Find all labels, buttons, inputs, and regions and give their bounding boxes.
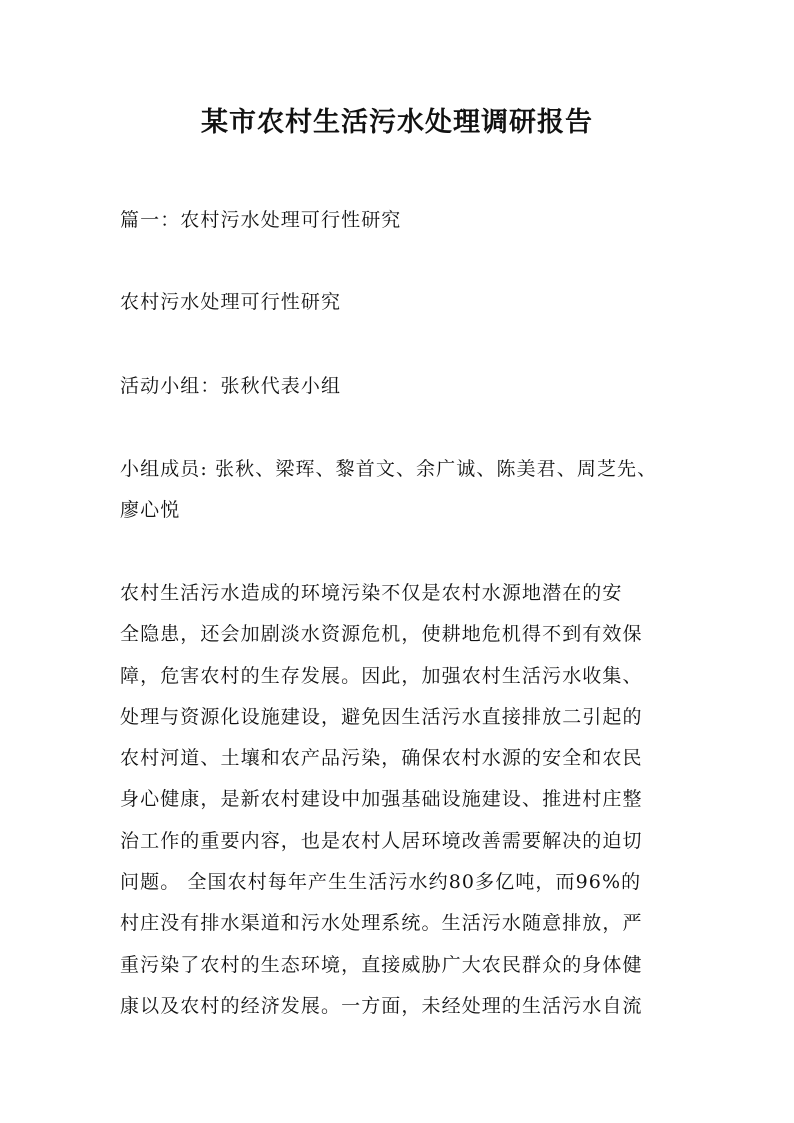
section-heading: 篇一：农村污水处理可行性研究	[120, 209, 402, 231]
body-line: 障，危害农村的生存发展。因此，加强农村生活污水收集、	[120, 664, 643, 687]
subheading: 农村污水处理可行性研究	[120, 291, 342, 313]
body-line: 治工作的重要内容，也是农村人居环境改善需要解决的迫切	[120, 829, 643, 852]
body-line: 重污染了农村的生态环境，直接威胁广大农民群众的身体健	[120, 953, 643, 976]
body-line: 农村河道、土壤和农产品污染，确保农村水源的安全和农民	[120, 747, 643, 770]
body-line: 村庄没有排水渠道和污水处理系统。生活污水随意排放，严	[120, 912, 643, 935]
activity-group: 活动小组：张秋代表小组	[120, 375, 342, 397]
body-line: 问题。 全国农村每年产生生活污水约80多亿吨，而96%的	[120, 871, 642, 894]
body-line: 农村生活污水造成的环境污染不仅是农村水源地潜在的安	[120, 582, 623, 604]
body-line: 身心健康，是新农村建设中加强基础设施建设、推进村庄整	[120, 788, 643, 811]
body-paragraph	[120, 573, 680, 1027]
body-line: 康以及农村的经济发展。一方面，未经处理的生活污水自流	[120, 994, 643, 1017]
body-line: 处理与资源化设施建设，避免因生活污水直接排放二引起的	[120, 705, 643, 728]
members-line-1: 小组成员: 张秋、梁珲、黎首文、余广诚、陈美君、周芝先、	[120, 458, 658, 480]
members-line-2: 廖心悦	[120, 499, 181, 521]
document-title: 某市农村生活污水处理调研报告	[201, 107, 593, 138]
body-line: 全隐患，还会加剧淡水资源危机，使耕地危机得不到有效保	[120, 623, 643, 646]
